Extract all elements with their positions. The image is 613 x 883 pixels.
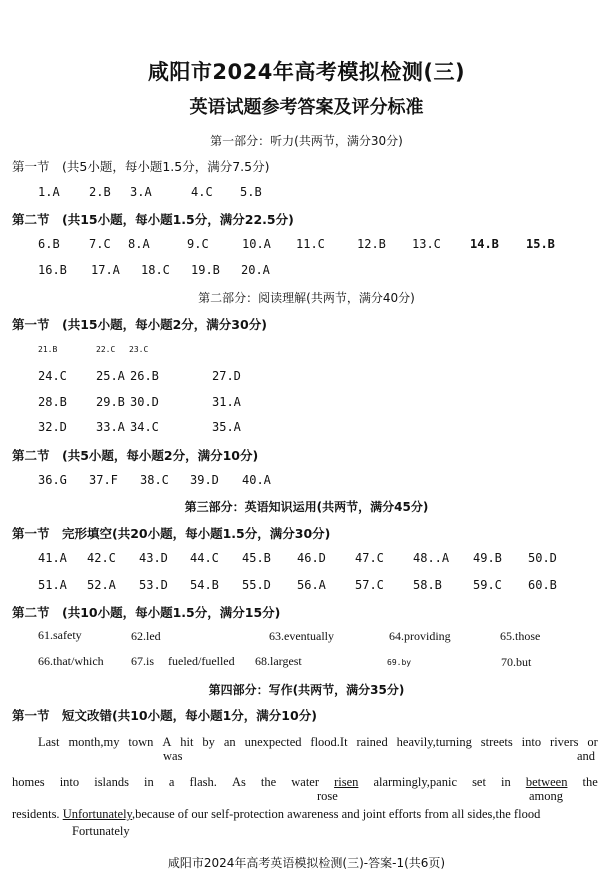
passage-word: or <box>587 735 598 749</box>
passage-word: into <box>521 735 542 749</box>
passage-word: unexpected <box>244 735 302 749</box>
answer-item: 54.B <box>190 578 219 592</box>
answer-item: 9.C <box>187 237 209 251</box>
answer-item: 28.B <box>38 395 67 409</box>
passage-word: streets <box>480 735 513 749</box>
answer-item: 17.A <box>91 263 120 277</box>
answer-item: 40.A <box>242 473 271 487</box>
part3-sec2-heading: 第二节 (共10小题，每小题1.5分，满分15分) <box>12 605 281 620</box>
passage-word: set <box>472 775 486 789</box>
answer-item: 1.A <box>38 185 60 199</box>
answer-item: 27.D <box>212 369 241 383</box>
answer-item: 47.C <box>355 551 384 565</box>
answer-item: 50.D <box>528 551 557 565</box>
answer-item: 59.C <box>473 578 502 592</box>
passage-line-2 <box>12 775 598 790</box>
passage-word: in <box>144 775 154 789</box>
answer-item: 49.B <box>473 551 502 565</box>
answer-item: 18.C <box>141 263 170 277</box>
answer-item: 69.by <box>387 658 412 667</box>
passage-word: in <box>501 775 511 789</box>
passage-word: the <box>582 775 598 789</box>
passage-word: hit <box>180 735 194 749</box>
passage-word: As <box>231 775 246 789</box>
answer-item: 34.C <box>130 420 159 434</box>
answer-item: 65.those <box>500 629 541 643</box>
answer-item: 66.that/which <box>38 654 104 668</box>
answer-item: 46.D <box>297 551 326 565</box>
passage-word: water <box>291 775 320 789</box>
part2-sec2-heading: 第二节 (共5小题，每小题2分，满分10分) <box>12 448 259 463</box>
passage-word-between: between <box>525 775 568 789</box>
answer-item: 4.C <box>191 185 213 199</box>
answer-item: 53.D <box>139 578 168 592</box>
passage-word: alarmingly,panic <box>373 775 457 789</box>
answer-item: 25.A <box>96 369 125 383</box>
part2-sec1-heading: 第一节 (共15小题，每小题2分，满分30分) <box>12 317 267 332</box>
answer-item: 29.B <box>96 395 125 409</box>
passage-word-unfortunately: Unfortunately <box>62 807 132 821</box>
answer-item: 64.providing <box>389 629 451 643</box>
correction-fortunately: Fortunately <box>72 824 130 838</box>
passage-word: homes <box>12 775 45 789</box>
passage-word: islands <box>94 775 129 789</box>
answer-item: 31.A <box>212 395 241 409</box>
answer-item: 32.D <box>38 420 67 434</box>
correction-and: and <box>577 749 596 763</box>
answer-item: 43.D <box>139 551 168 565</box>
part4-heading: 第四部分：写作(共两节，满分35分) <box>208 683 405 697</box>
answer-item: 36.G <box>38 473 67 487</box>
passage-word: heavily,turning <box>396 735 472 749</box>
answer-item: 62.led <box>131 629 161 643</box>
passage-word: by <box>202 735 215 749</box>
passage-word: month,my <box>68 735 120 749</box>
passage-word: A <box>162 735 172 749</box>
answer-item: 20.A <box>241 263 270 277</box>
correction-was: was <box>163 749 183 763</box>
answer-item: 8.A <box>128 237 150 251</box>
part4-sec1-heading: 第一节 短文改错(共10小题，每小题1分，满分10分) <box>12 708 317 723</box>
answer-item: 14.B <box>470 237 499 251</box>
answer-item: 13.C <box>412 237 441 251</box>
answer-item: 12.B <box>357 237 386 251</box>
answer-item: 57.C <box>355 578 384 592</box>
passage-word: a <box>168 775 175 789</box>
answer-item: 51.A <box>38 578 67 592</box>
page-footer: 咸阳市2024年高考英语模拟检测(三)-答案-1(共6页) <box>167 856 446 870</box>
answer-item: 7.C <box>89 237 111 251</box>
answer-item: 35.A <box>212 420 241 434</box>
answer-item: 39.D <box>190 473 219 487</box>
answer-item: 41.A <box>38 551 67 565</box>
answer-item: 55.D <box>242 578 271 592</box>
passage-word: flash. <box>189 775 217 789</box>
answer-item: 67.is <box>131 654 155 668</box>
passage-word: residents. <box>12 807 60 821</box>
answer-item: 22.C <box>96 345 116 354</box>
answer-item: 56.A <box>297 578 326 592</box>
answer-item: 70.but <box>501 655 532 669</box>
answer-item: 52.A <box>87 578 116 592</box>
passage-line-3 <box>12 807 540 822</box>
part3-sec1-heading: 第一节 完形填空(共20小题，每小题1.5分，满分30分) <box>12 526 331 541</box>
answer-item: 33.A <box>96 420 125 434</box>
answer-item: 45.B <box>242 551 271 565</box>
passage-word: flood.It <box>310 735 348 749</box>
answer-item: 44.C <box>190 551 219 565</box>
part2-heading: 第二部分：阅读理解(共两节，满分40分) <box>198 291 415 305</box>
answer-item: 2.B <box>89 185 111 199</box>
answer-item: 68.largest <box>255 654 302 668</box>
passage-word: Last <box>38 735 60 749</box>
answer-item: 3.A <box>130 185 152 199</box>
answer-item: 10.A <box>242 237 271 251</box>
correction-rose: rose <box>317 789 338 803</box>
answer-item: 24.C <box>38 369 67 383</box>
passage-word: into <box>59 775 80 789</box>
answer-item: 38.C <box>140 473 169 487</box>
part1-sec2-heading: 第二节 (共15小题，每小题1.5分，满分22.5分) <box>12 212 294 227</box>
answer-item: 19.B <box>191 263 220 277</box>
answer-item: 6.B <box>38 237 60 251</box>
answer-item: 11.C <box>296 237 325 251</box>
answer-item: 61.safety <box>38 628 82 642</box>
answer-item: 42.C <box>87 551 116 565</box>
page-title: 咸阳市2024年高考模拟检测(三) <box>147 60 466 84</box>
answer-item: 5.B <box>240 185 262 199</box>
correction-among: among <box>529 789 564 803</box>
answer-item: 60.B <box>528 578 557 592</box>
part1-heading: 第一部分：听力(共两节，满分30分) <box>210 134 403 148</box>
page-subtitle: 英语试题参考答案及评分标准 <box>189 97 424 118</box>
answer-item: 30.D <box>130 395 159 409</box>
answer-item: 26.B <box>130 369 159 383</box>
passage-word: the <box>260 775 277 789</box>
part3-heading: 第三部分：英语知识运用(共两节，满分45分) <box>184 500 429 514</box>
passage-word: town <box>128 735 154 749</box>
answer-item: 23.C <box>129 345 149 354</box>
passage-word-risen: risen <box>334 775 359 789</box>
answer-item: fueled/fuelled <box>168 654 235 668</box>
answer-item: 48..A <box>413 551 450 565</box>
passage-word: rivers <box>550 735 579 749</box>
answer-item: 15.B <box>526 237 555 251</box>
answer-item: 63.eventually <box>269 629 334 643</box>
answer-item: 21.B <box>38 345 58 354</box>
part1-sec1-heading: 第一节 (共5小题，每小题1.5分，满分7.5分) <box>12 159 270 174</box>
answer-item: 16.B <box>38 263 67 277</box>
answer-item: 37.F <box>89 473 118 487</box>
passage-text: ,because of our self-protection awareness and joint efforts from all sides,the flood <box>132 807 541 821</box>
passage-line-1 <box>38 735 598 750</box>
passage-word: rained <box>356 735 388 749</box>
answer-item: 58.B <box>413 578 442 592</box>
passage-word: an <box>223 735 236 749</box>
